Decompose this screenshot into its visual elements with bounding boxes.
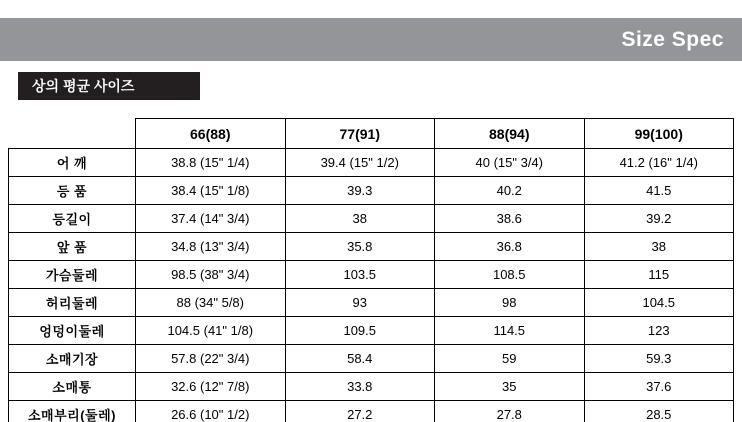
row-value: 123: [584, 317, 734, 345]
row-value: 38.6: [435, 205, 585, 233]
row-value: 38: [584, 233, 734, 261]
column-header-99: 99(100): [584, 119, 734, 149]
row-label: 소매통: [9, 373, 136, 401]
size-table: [8, 118, 734, 422]
row-value: 109.5: [285, 317, 435, 345]
table-row: [9, 261, 734, 289]
table-header-row: [9, 119, 734, 149]
row-value: 98: [435, 289, 585, 317]
row-label: 소매부리(둘레): [9, 401, 136, 422]
table-row: [9, 233, 734, 261]
table-row: [9, 289, 734, 317]
table-body: [9, 149, 734, 422]
page-title: Size Spec: [621, 28, 724, 51]
row-value: 108.5: [435, 261, 585, 289]
table-head: [9, 119, 734, 149]
row-value: 35: [435, 373, 585, 401]
table-corner-cell: [9, 119, 136, 149]
column-header-88: 88(94): [435, 119, 585, 149]
row-label: 어 깨: [9, 149, 136, 177]
row-value: 39.2: [584, 205, 734, 233]
row-value: 59.3: [584, 345, 734, 373]
row-value: 39.3: [285, 177, 435, 205]
row-value: 104.5: [584, 289, 734, 317]
table-row: [9, 205, 734, 233]
column-header-77: 77(91): [285, 119, 435, 149]
section-label: 상의 평균 사이즈: [18, 72, 200, 100]
row-value: 32.6 (12" 7/8): [136, 373, 286, 401]
row-value: 37.4 (14" 3/4): [136, 205, 286, 233]
row-value: 59: [435, 345, 585, 373]
row-value: 38.4 (15" 1/8): [136, 177, 286, 205]
row-value: 28.5: [584, 401, 734, 422]
row-value: 57.8 (22" 3/4): [136, 345, 286, 373]
row-value: 35.8: [285, 233, 435, 261]
row-value: 88 (34" 5/8): [136, 289, 286, 317]
row-label: 소매기장: [9, 345, 136, 373]
table-row: [9, 317, 734, 345]
table-row: [9, 177, 734, 205]
table-row: [9, 345, 734, 373]
row-label: 허리둘레: [9, 289, 136, 317]
row-value: 26.6 (10" 1/2): [136, 401, 286, 422]
table-row: [9, 373, 734, 401]
row-value: 37.6: [584, 373, 734, 401]
row-value: 103.5: [285, 261, 435, 289]
row-value: 38.8 (15" 1/4): [136, 149, 286, 177]
row-value: 36.8: [435, 233, 585, 261]
row-value: 41.5: [584, 177, 734, 205]
row-value: 98.5 (38" 3/4): [136, 261, 286, 289]
table-row: [9, 401, 734, 422]
row-label: 앞 품: [9, 233, 136, 261]
row-value: 40.2: [435, 177, 585, 205]
row-value: 58.4: [285, 345, 435, 373]
row-label: 등 품: [9, 177, 136, 205]
row-value: 38: [285, 205, 435, 233]
row-label: 가슴둘레: [9, 261, 136, 289]
row-value: 39.4 (15" 1/2): [285, 149, 435, 177]
row-label: 등길이: [9, 205, 136, 233]
row-value: 41.2 (16" 1/4): [584, 149, 734, 177]
row-value: 40 (15" 3/4): [435, 149, 585, 177]
size-table-wrapper: [8, 118, 734, 422]
row-value: 27.8: [435, 401, 585, 422]
column-header-66: 66(88): [136, 119, 286, 149]
row-value: 27.2: [285, 401, 435, 422]
row-value: 93: [285, 289, 435, 317]
row-value: 104.5 (41" 1/8): [136, 317, 286, 345]
row-value: 33.8: [285, 373, 435, 401]
table-row: [9, 149, 734, 177]
row-label: 엉덩이둘레: [9, 317, 136, 345]
row-value: 114.5: [435, 317, 585, 345]
row-value: 34.8 (13" 3/4): [136, 233, 286, 261]
row-value: 115: [584, 261, 734, 289]
